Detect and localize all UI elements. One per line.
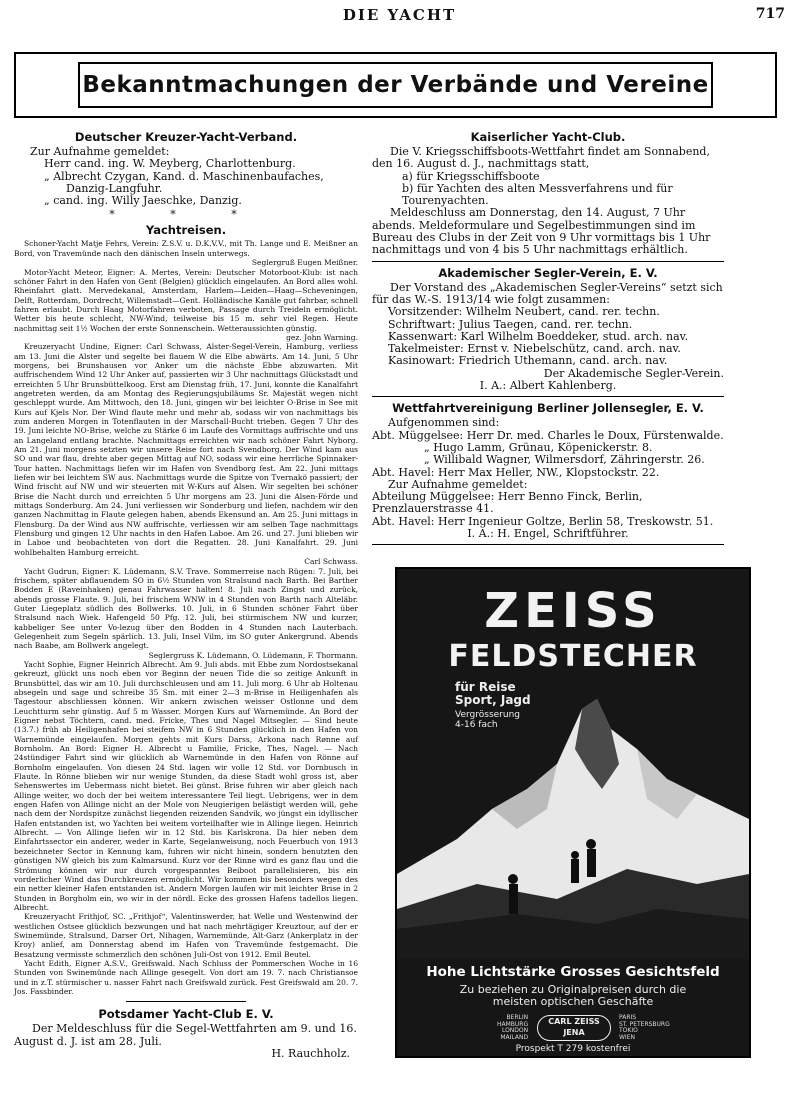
wbj-line-6: Abt. Havel: Herr Ingenieur Goltze, Berlin 58, Treskowstr. 51. [372,514,714,528]
banner-inner-frame [78,62,713,108]
kyc-meldeschluss: Meldeschluss am Donnerstag, den 14. August, 7 Uhr abends. Meldeformulare und Segelbestimmungen sind im Bureau des Clubs in der Zeit von 9 Uhr vormittags bis 1 Uhr nachmittags und von 4 bis 5 Uhr nachmittags erhältlich. [372,206,711,257]
potsdam-heading: Potsdamer Yacht-Club E. V. [98,1007,274,1022]
wbj-intro: Aufgenommen sind: [388,416,500,430]
ad-subtitle-1: für Reise [455,680,516,694]
wbj-line-4: Abt. Havel: Herr Max Heller, NW., Klopstockstr. 22. [372,465,660,479]
rule-3 [372,544,724,545]
report-matje-fehrs-sig: Seglergruß Eugen Meißner. [251,258,358,268]
asv-role-5: Kasinowart: Friedrich Uthemann, cand. arch. nav. [388,354,668,368]
asv-role-4: Takelmeister: Ernst v. Niebelschütz, cand. arch. nav. [388,342,681,356]
kyc-heading: Kaiserlicher Yacht-Club. [470,130,626,144]
ad-magnification-2: 4-16 fach [455,720,498,730]
dkyv-heading: Deutscher Kreuzer-Yacht-Verband. [74,130,298,144]
report-meteor-sig: gez. John Warning. [286,332,358,342]
ad-brand: ZEISS [484,583,662,639]
ad-cities-left [497,1015,528,1041]
report-matje-fehrs: Schoner-Yacht Matje Fehrs, Verein: Z.S.V. u. D.K.V.V., mit Th. Lange und E. Meißner an Bord, von Travemünde nach den dänischen Inseln unterwegs. [14,239,358,258]
wbj-intro-2: Zur Aufnahme gemeldet: [388,477,528,491]
logo-line-2: JENA [563,1028,585,1037]
city: PARIS [619,1014,637,1021]
carl-zeiss-logo [537,1015,611,1041]
dkyv-member-2: „ Albrecht Czygan, Kand. d. Maschinenbaufaches, [44,169,324,183]
ad-cities-right [619,1015,670,1041]
wbj-line-2: „ Hugo Lamm, Grünau, Köpenickerstr. 8. [424,440,653,454]
report-gudrun: Yacht Gudrun, Eigner: K. Lüdemann, S.V. Trave. Sommerreise nach Rügen: 7. Juli, bei frischem, später abflauendem SO in 6½ Stunden von Stralsund nach Barth. Bei Barther Bodden E (Raveinhaken) genau Fahrwasser halten! 8. Juli nach Zingst und zurück, abends grosse Flaute. 9. Juli, bei frischem WNW in 4 Stunden von Barth nach Alteläbr. Guter Liegeplatz südlich des Bollwerks. 10. Juli, in 6 Stunden schöner Fahrt über Stralsund nach Wiek. Hafengeld 50 Pfg. 12. Juli, bei stürmischem NW und kurzer, kabbeliger See unter Vo-lezug über den Bodden in 4 Stunden nach Lauterbach. Gelegenheit zum Segeln spärlich. 13. Juli, Insel Vilm, im SO guter Ankergrund. Abends nach Baabe, am Bollwerk angelegt. [14,566,358,651]
kyc-text: Die V. Kriegsschiffsboots-Wettfahrt findet am Sonnabend, den 16. August d. J., nachmittags statt, [372,145,710,171]
report-meteor: Motor-Yacht Meteor, Eigner: A. Mertes, Verein: Deutscher Motorboot-Klub: ist nach schöner Fahrt in den Hafen von Gent (Belgien) glücklich eingelaufen. An Bord alles wohl. Rheinfahrt glatt. Mervedekanal, Amsterdam, Harlem—Leiden—Haag—Scheveningen, Delft, Rotterdam, Dordrecht, Willemstadt—Gent. Holländische Kanäle gut fahrbar, schnell fahren erlaubt. Durch Haag Motorfahren verboten, Passage durch Treideln ermöglicht. Wetter bis heute schlecht, NW-Wind, teilweise bis 15 m. sehr viel Regen. Heute nachmittag seit 1½ Wochen der erste Sonnenschein. Wetteraussichten günstig. [14,267,358,333]
section-stars: * * * [109,208,263,222]
wbj-sig: I. A.: H. Engel, Schriftführer. [467,527,629,541]
report-sophie: Yacht Sophie, Eigner Heinrich Albrecht. Am 9. Juli abds. mit Ebbe zum Nordostsekanal gekreuzt, glückt uns noch eben vor Beginn der neuen Tide die so zeitige Ankunft in Brunsbüttel, das wir am 10. Juli durchschleusen und am 11. Juli morg. 6 Uhr ab Holtenau absegeln und sage und schreibe 35 Sm. mit einer 2—3 m-Brise in Heiligenhafen als Tagestour abschliessen können. Wir ankern zwischen weisser Ostlonne und dem Leuchtturm sehr günstig. Auf 5 m Wasser. Morgen Kurs auf Warnemünde. An Bord der Eigner nebst Töchtern, cand. med. Fricke, Thes und Nagel Mitsegler. — Sind heute (13.7.) früh ab Heiligenhafen bei steifem NW in 6 Stunden glücklich in den Hafen von Warnemünde eingelaufen. Morgen gehts mit Kurs Darss, Arkona nach Rønne auf Bornholm. An Bord: Eigner H. Albrecht u Familie, Fricke, Thes, Nagel. — Nach 24stündiger Fahrt sind wir glücklich ab Warnemünde in den Hafen von Rönne auf Bornholm eingelaufen. Von diesen 24 Std. lagen wir volle 12 Std. vor Dornbusch in Flaute. In Rönne blieben wir nur wenige Stunden, da diese Stadt wohl gross ist, aber Sehenswertes im Uebermass nicht bietet. Bei günst. Brise fuhren wir aber gleich nach Allinge weiter, wo doch der bei weitem interessantere Teil liegt. Uebrigens, wer in dem engen Hafen von Allinge nicht an der Mole von Neugierigen belästigt werden will, gehe nach dem der Nordspitze zunächst liegenden reizenden Sandvik, wo jüngst ein idyllischer Hafen entstanden ist, wo Yachten bei weitem vorteilhafter wie in Allinge liegen. Heinrich Albrecht. — Von Allinge liefen wir in 12 Std. bis Karlskrona. Da hier neben dem Einfahrtssector ein anderer, weder in Karte, Segelanweisung, noch Feuerbuch von 1913 bezeichneter Sector in Kennung kam, fuhren wir nicht hinein, sondern benutzten den günstigen NW gleich bis zum Kalmarsund. Kurz vor der Rinne wird es ganz flau und die Strömung können wir nur durch vorgespanntes Beiboot parallelisieren, bis ein vorderlicher Wind das Durchkreuzen ermöglicht. Wir kommen bis besonders wegen des ein netter kleiner Hafen entstanden ist. Andern Morgen laufen wir mit leichter Brise in 2 Stunden in Borgholm ein, wo wir in der nördl. Ecke des grossen Hafens tadellos liegen. Albrecht. [14,659,358,912]
dkyv-intro: Zur Aufnahme gemeldet: [30,145,170,158]
asv-sig-1: Der Akademische Segler-Verein. [543,366,724,380]
mountain-scene-illustration [397,669,749,959]
city: BERLIN [506,1014,529,1021]
rule-2 [372,396,724,397]
wbj-heading: Wettfahrtvereinigung Berliner Jollensegler, E. V. [392,401,704,416]
ad-subtitle-2: Sport, Jagd [455,693,531,707]
dkyv-member-1: Herr cand. ing. W. Meyberg, Charlottenburg. [44,157,296,171]
city: ST. PETERSBURG [619,1020,670,1028]
left-column [14,130,358,1060]
city: WIEN [619,1033,635,1041]
potsdam-text: Der Meldeschluss für die Segel-Wettfahrten am 9. und 16. August d. J. ist am 28. Juli. [14,1022,357,1048]
potsdam-sig: H. Rauchholz. [271,1046,350,1060]
report-frithjof: Kreuzeryacht Frithjof, SC. „Frithjof“, Valentinswerder, hat Welle und Westenwind der westlichen Ostsee glücklich bezwungen und hat nach mehrtägiger Kreuztour, auf der er Swinemünde, Stralsund, Darser Ort, Nihagen, Warnemünde, Alt-Garz (Ankerplatz in der Kroy) anlief, am Donnerstag abend im Hafen von Travemünde festgemacht. Die Besatzung vermisste schmerzlich den schönen Juli-Ost von 1912. Emil Beutel. [14,912,358,959]
logo-line-1: CARL ZEISS [548,1017,600,1026]
asv-heading: Akademischer Segler-Verein, E. V. [438,265,658,280]
city: LONDON [501,1027,529,1034]
ad-distribution-2: meisten optischen Geschäfte [492,995,654,1008]
asv-text: Der Vorstand des „Akademischen Segler-Vereins“ setzt sich für das W.-S. 1913/14 wie folgt zusammen: [372,280,723,306]
page-number: 717 [755,6,785,22]
asv-role-3: Kassenwart: Karl Wilhelm Boeddeker, stud. arch. nav. [388,329,689,343]
right-column [372,130,724,549]
ad-distribution [397,984,749,1008]
ad-magnification-1: Vergrösserung [455,710,520,720]
ad-prospekt: Prospekt T 279 kostenfrei [515,1044,631,1054]
yachtreisen-heading: Yachtreisen. [145,223,227,238]
city: MAILAND [500,1033,529,1041]
city: TOKIO [619,1027,638,1034]
separator-rule [126,1001,246,1002]
report-undine-sig: Carl Schwass. [304,557,358,567]
dkyv-member-3: „ cand. ing. Willy Jaeschke, Danzig. [44,194,242,208]
ad-slogan: Hohe Lichtstärke Grosses Gesichtsfeld [426,964,720,980]
kyc-item-b: b) für Yachten des alten Messverfahrens und für Tourenyachten. [402,181,673,208]
wbj-line-5: Abteilung Müggelsee: Herr Benno Finck, Berlin, Prenzlauerstrasse 41. [372,490,643,516]
ad-subtitle [455,681,531,707]
dkyv-member-2-cont: Danzig-Langfuhr. [66,181,163,195]
ad-product: FELDSTECHER [448,639,698,674]
zeiss-advertisement [395,567,751,1058]
ad-distribution-1: Zu beziehen zu Originalpreisen durch die [459,983,687,996]
wbj-line-1: Abt. Müggelsee: Herr Dr. med. Charles le Doux, Fürstenwalde. [372,428,724,442]
asv-role-1: Vorsitzender: Wilhelm Neubert, cand. rer. techn. [388,305,660,319]
report-undine: Kreuzeryacht Undine, Eigner: Carl Schwass, Alster-Segel-Verein, Hamburg, verliess am 13. Juni die Alster und segelte bei flauem W die Elbe abwärts. Am 14. Juni, 5 Uhr morgens, bei Brunshausen vor Anker um die nächste Ebbe abzuwarten. Mit auffrischendem Wind 12 Uhr Anker auf, passierten wir 3 Uhr nachmittags Glückstadt und erreichten 5 Uhr Brunsbüttelkoog. Erst am Dienstag früh, 17. Juni, konnte die Kanalfahrt angetreten werden, da am Montag des Regierungsjubiläums Sr. Majestät wegen nicht geschleppt wurde. Am Mittwoch, den 18. Juni, gingen wir bei leichter O-Brise in See mit Kurs auf Kjels Nor. Der Wind flaute mehr und mehr ab, sodass wir von nachmittags bis zum anderen Morgen in Totenflauten in der Marschall-Bucht trieben. Gegen 7 Uhr des 19. Juni leichte NO-Brise, welche zu Stärke 6 im Laufe des Vormittags auffrischte und uns an Langeland entlang brachte. Nachmittags erreichten wir nach schöner Fahrt Nyborg. Am 21. Juni morgens setzten wir unsere Reise fort nach Svendborg. Der Wind kam aus SO und war flau, drehte aber gegen Mittag auf NO, sodass wir eine herrliche Spinnaker-Tour hatten. Nachmittags liefen wir im Hafen von Svendborg fest. Am 22. Juni mittags liefen wir bei leichtem SW aus. Nachmittags wurde die Spitze von Tvernakö passiert; der Wind frischt auf NW und wir steuerten mit W-Kurs auf Alsen. Wir segelten bei schöner Brise die Nacht durch und erreichten 5 Uhr morgens am 23. Juni die Alsen-Förde und mittags Sonderburg. Am 24. Juni verliessen wir Sonderburg und liefen, nachdem wir den ganzen Nachmittag in Flaute gelegen haben, abends Ekensund an. Am 25. Juni mittags in Flensburg. Da der Wind aus NW auffrischte, verliessen wir am selben Tage nachmittags Flensburg und gingen 12 Uhr nachts in den Hafen Laboe. Am 26. und 27. Juni blieben wir in Laboe und beobachteten von dort die Regatten. 28. Juni Kanalfahrt. 29. Juni wohlbehalten Hamburg erreicht. [14,342,358,557]
city: HAMBURG [497,1020,529,1028]
section-title: Bekanntmachungen der Verbände und Vereine [82,72,709,98]
running-title: DIE YACHT [342,6,457,24]
asv-sig-2: I. A.: Albert Kahlenberg. [479,379,617,393]
ad-magnification [455,710,520,730]
report-gudrun-sig: Seglergruss K. Lüdemann, O. Lüdemann, F. Thormann. [148,650,358,660]
rule-1 [372,261,724,262]
asv-role-2: Schriftwart: Julius Taegen, cand. rer. techn. [388,317,633,331]
section-banner [14,52,777,118]
wbj-line-3: „ Willibald Wagner, Wilmersdorf, Zähringerstr. 26. [424,453,705,467]
report-edith: Yacht Edith, Eigner A.S.V., Greifswald. Nach Schluss der Pommerschen Woche in 16 Stunden von Swinemünde nach Allinge gesegelt. Von dort am 19. 7. nach Christiansoe und in z.T. stürmischer u. nasser Fahrt nach Greifswald zurück. Fest Greifswald am 20. 7. Jos. Fassbinder. [14,958,358,996]
kyc-item-a: a) für Kriegsschiffsboote [402,169,540,183]
